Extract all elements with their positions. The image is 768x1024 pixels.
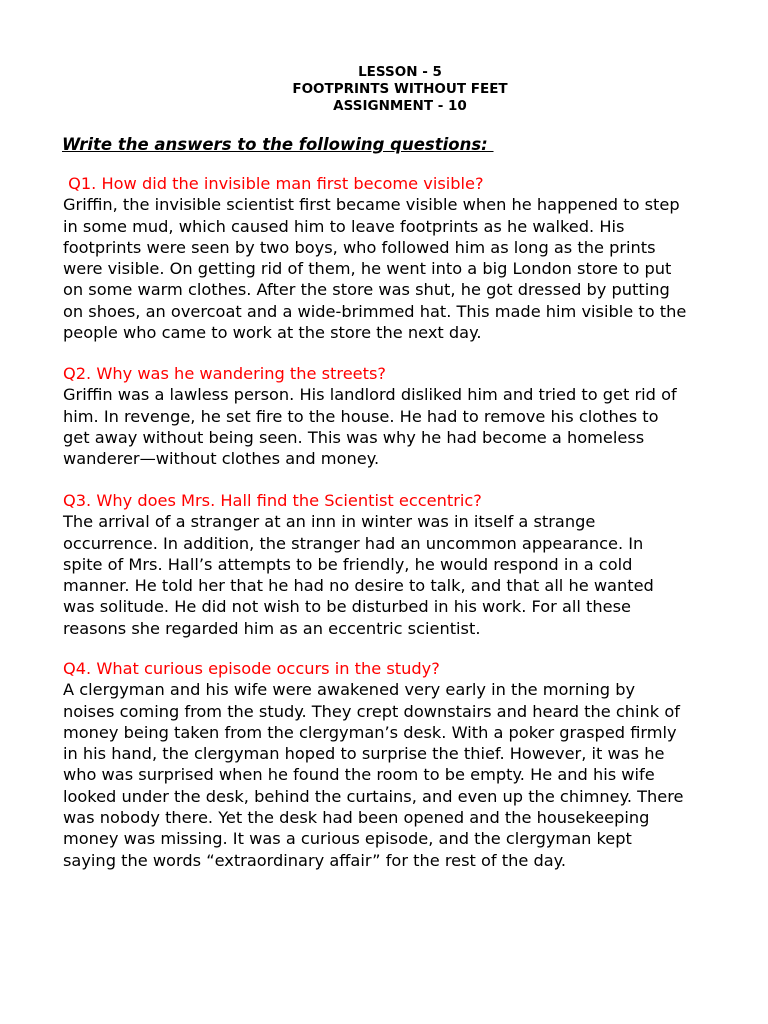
answer-1 <box>63 194 753 343</box>
lesson-number: LESSON - 5 <box>358 64 442 80</box>
instruction-heading: Write the answers to the following questions: <box>62 135 494 154</box>
qa-block-1 <box>63 173 753 343</box>
answer-line: Griffin was a lawless person. His landlord disliked him and tried to get rid of <box>63 385 677 405</box>
answer-line: money was missing. It was a curious episode, and the clergyman kept <box>63 829 632 849</box>
answer-line: on shoes, an overcoat and a wide-brimmed hat. This made him visible to the <box>63 301 687 321</box>
answer-2 <box>63 384 753 469</box>
document-header <box>0 64 768 115</box>
question-4: Q4. What curious episode occurs in the study? <box>63 659 440 678</box>
answer-line: get away without being seen. This was why he had become a homeless <box>63 427 645 447</box>
answer-3 <box>63 511 753 639</box>
answer-line: people who came to work at the store the next day. <box>63 323 482 343</box>
answer-line: was solitude. He did not wish to be disturbed in his work. For all these <box>63 597 631 617</box>
qa-block-4 <box>63 658 753 871</box>
answer-line: who was surprised when he found the room to be empty. He and his wife <box>63 765 655 785</box>
answer-line: noises coming from the study. They crept downstairs and heard the chink of <box>63 701 680 721</box>
assignment-number: ASSIGNMENT - 10 <box>333 98 467 114</box>
lesson-title: FOOTPRINTS WITHOUT FEET <box>292 81 508 97</box>
answer-line: The arrival of a stranger at an inn in winter was in itself a strange <box>63 512 596 532</box>
answer-line: Griffin, the invisible scientist first became visible when he happened to step <box>63 195 680 215</box>
answer-line: was nobody there. Yet the desk had been opened and the housekeeping <box>63 808 650 828</box>
answer-line: saying the words “extraordinary affair” for the rest of the day. <box>63 850 567 870</box>
answer-line: looked under the desk, behind the curtains, and even up the chimney. There <box>63 786 684 806</box>
answer-line: him. In revenge, he set fire to the house. He had to remove his clothes to <box>63 406 659 426</box>
answer-4 <box>63 679 753 871</box>
question-2: Q2. Why was he wandering the streets? <box>63 364 386 383</box>
answer-line: in his hand, the clergyman hoped to surprise the thief. However, it was he <box>63 744 665 764</box>
qa-block-2 <box>63 363 753 469</box>
answer-line: money being taken from the clergyman’s desk. With a poker grasped firmly <box>63 722 677 742</box>
answer-line: on some warm clothes. After the store was shut, he got dressed by putting <box>63 280 670 300</box>
answer-line: occurrence. In addition, the stranger had an uncommon appearance. In <box>63 533 644 553</box>
answer-line: in some mud, which caused him to leave footprints as he walked. His <box>63 216 625 236</box>
question-3: Q3. Why does Mrs. Hall find the Scientist eccentric? <box>63 491 482 510</box>
answer-line: were visible. On getting rid of them, he went into a big London store to put <box>63 259 672 279</box>
qa-block-3 <box>63 490 753 639</box>
answer-line: footprints were seen by two boys, who followed him as long as the prints <box>63 237 656 257</box>
answer-line: spite of Mrs. Hall’s attempts to be friendly, he would respond in a cold <box>63 554 633 574</box>
answer-line: wanderer—without clothes and money. <box>63 449 380 469</box>
answer-line: manner. He told her that he had no desire to talk, and that all he wanted <box>63 576 654 596</box>
answer-line: A clergyman and his wife were awakened very early in the morning by <box>63 680 636 700</box>
answer-line: reasons she regarded him as an eccentric scientist. <box>63 618 481 638</box>
question-1: Q1. How did the invisible man first become visible? <box>63 174 484 193</box>
